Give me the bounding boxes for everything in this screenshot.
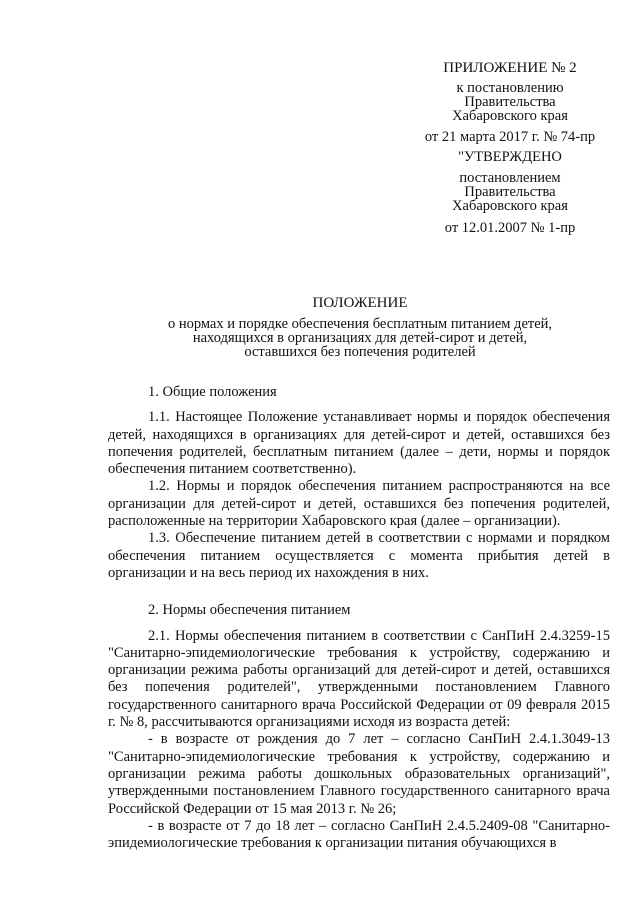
approved-header xyxy=(390,150,630,235)
paragraph: - в возрасте от 7 до 18 лет – согласно СанПиН 2.4.5.2409-08 "Санитарно-эпидемиологические требования к организации питания обучающихся в xyxy=(108,817,610,852)
paragraph: 1.1. Настоящее Положение устанавливает нормы и порядок обеспечения детей, находящихся в организациях для детей-сирот и детей, оставшихся без попечения родителей, бесплатным питанием (далее – дети, нормы и порядок обеспечения питанием соответственно). xyxy=(108,409,610,478)
appendix-date: от 21 марта 2017 г. № 74-пр xyxy=(424,129,596,145)
appendix-line: к постановлению xyxy=(456,80,564,96)
approved-date: от 12.01.2007 № 1-пр xyxy=(444,220,576,236)
section-heading: 1. Общие положения xyxy=(148,384,277,400)
document-subtitle-line: находящихся в организациях для детей-сирот и детей, xyxy=(192,330,528,346)
approved-heading: "УТВЕРЖДЕНО xyxy=(458,149,562,165)
section-heading: 2. Нормы обеспечения питанием xyxy=(148,602,351,619)
paragraph: 1.2. Нормы и порядок обеспечения питанием распространяются на все организации для детей-сирот и детей, оставшихся без попечения родителей, расположенные на территории Хабаровского края (далее – организации). xyxy=(108,478,610,530)
approved-line: постановлением xyxy=(459,170,561,186)
paragraph: 1.3. Обеспечение питанием детей в соответствии с нормами и порядком обеспечения питанием осуществляется с момента прибытия детей в организации и на весь период их нахождения в них. xyxy=(108,530,610,581)
paragraph: - в возрасте от рождения до 7 лет – согласно СанПиН 2.4.1.3049-13 "Санитарно-эпидемиологические требования к устройству, содержанию и организации режима работы дошкольных образовательных организаций", утвержденными постановлением Главного государственного санитарного врача Российской Федерации от 15 мая 2013 г. № 26; xyxy=(108,731,610,817)
document-subtitle-line: оставшихся без попечения родителей xyxy=(244,344,476,360)
appendix-line: Хабаровского края xyxy=(452,108,568,124)
approved-line: Правительства xyxy=(464,184,556,200)
document-subtitle-line: о нормах и порядке обеспечения бесплатным питанием детей, xyxy=(167,316,553,332)
appendix-header xyxy=(390,61,630,144)
approved-line: Хабаровского края xyxy=(452,198,568,214)
paragraph: 2.1. Нормы обеспечения питанием в соответствии с СанПиН 2.4.3259-15 "Санитарно-эпидемиологические требования к устройству, содержанию и организации режима работы организаций для детей-сирот и детей, оставшихся без попечения родителей", утвержденными постановлением Главного государственного санитарного врача Российской Федерации от 09 февраля 2015 г. № 8, рассчитываются организациями исходя из возраста детей: xyxy=(108,627,610,731)
appendix-number: ПРИЛОЖЕНИЕ № 2 xyxy=(443,60,577,76)
document-title-block xyxy=(100,296,620,359)
appendix-line: Правительства xyxy=(464,94,556,110)
document-title: ПОЛОЖЕНИЕ xyxy=(312,295,408,311)
document-body xyxy=(108,384,610,852)
